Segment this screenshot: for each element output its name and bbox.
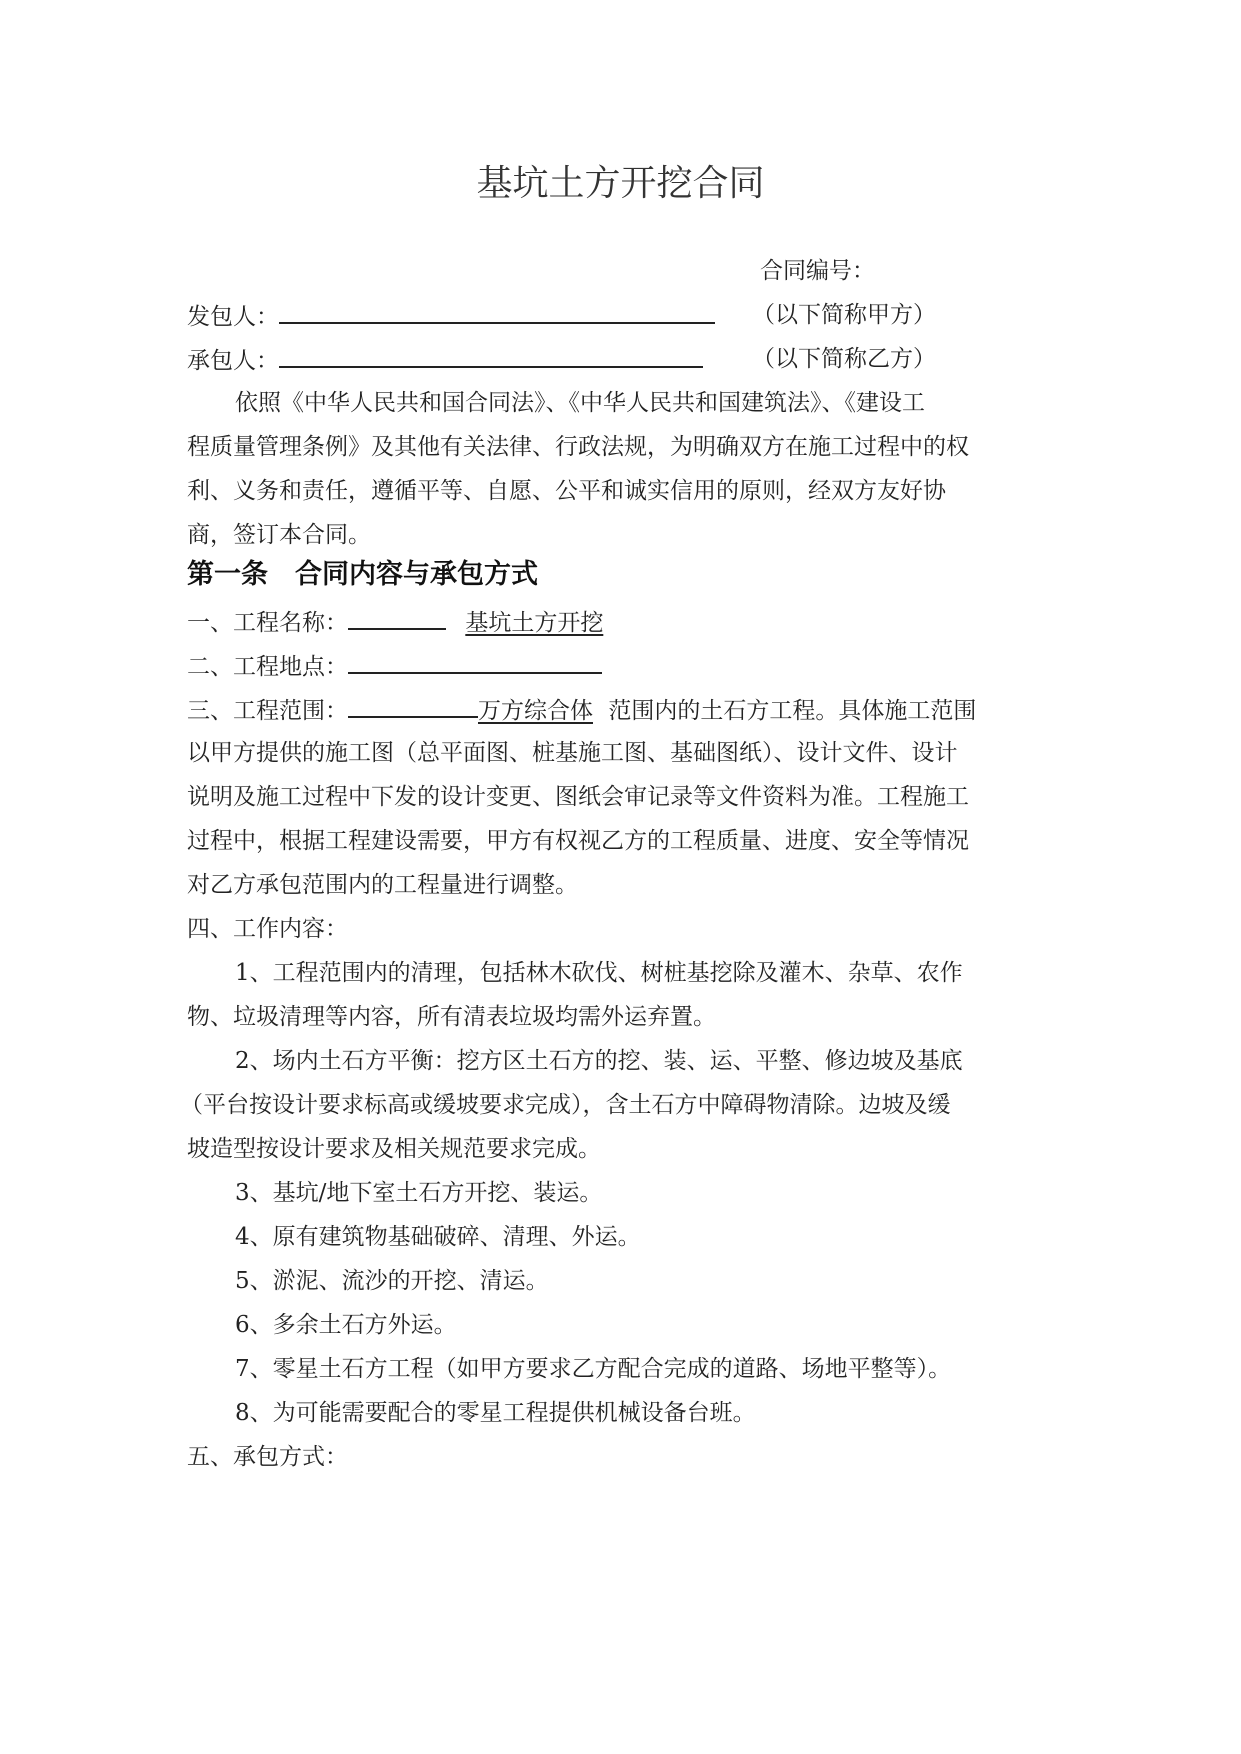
project-location-row: [187, 650, 602, 682]
project-scope-value: 万方综合体: [478, 698, 593, 724]
party-b-note: （以下简称乙方）: [752, 346, 936, 372]
contract-mode-label: 五、承包方式：: [187, 1444, 348, 1470]
work-item: 8、为可能需要配合的零星工程提供机械设备台班。: [235, 1400, 756, 1426]
project-location-blank: [348, 650, 602, 674]
contract-number-label: 合同编号：: [760, 258, 875, 284]
preamble-line: 利、义务和责任，遵循平等、自愿、公平和诚实信用的原则，经双方友好协: [187, 478, 946, 504]
work-item: 1、工程范围内的清理，包括林木砍伐、树桩基挖除及灌木、杂草、农作: [235, 960, 963, 986]
project-scope-row: [187, 694, 976, 726]
party-a-row: [187, 300, 715, 332]
party-b-blank: [279, 344, 703, 368]
article-1-heading: 第一条 合同内容与承包方式: [187, 559, 538, 590]
party-a-note: （以下简称甲方）: [752, 302, 936, 328]
scope-line: 以甲方提供的施工图（总平面图、桩基施工图、基础图纸）、设计文件、设计: [187, 740, 958, 766]
project-scope-label: 三、工程范围：: [187, 698, 348, 724]
work-content-label: 四、工作内容：: [187, 916, 348, 942]
project-name-row: [187, 606, 603, 638]
work-item: 6、多余土石方外运。: [235, 1312, 457, 1338]
work-item: 坡造型按设计要求及相关规范要求完成。: [187, 1136, 601, 1162]
work-item: 4、原有建筑物基础破碎、清理、外运。: [235, 1224, 641, 1250]
party-a-blank: [279, 300, 715, 324]
preamble-line: 程质量管理条例》及其他有关法律、行政法规，为明确双方在施工过程中的权: [187, 434, 969, 460]
work-item: （平台按设计要求标高或缓坡要求完成），含土石方中障碍物清除。边坡及缓: [180, 1092, 951, 1118]
work-item: 5、淤泥、流沙的开挖、清运。: [235, 1268, 549, 1294]
work-item: 物、垃圾清理等内容，所有清表垃圾均需外运弃置。: [187, 1004, 716, 1030]
project-scope-text: 范围内的土石方工程。具体施工范围: [608, 698, 977, 724]
project-name-blank: [348, 606, 446, 630]
scope-line: 说明及施工过程中下发的设计变更、图纸会审记录等文件资料为准。工程施工: [187, 784, 969, 810]
party-b-row: [187, 344, 703, 376]
project-name-label: 一、工程名称：: [187, 610, 348, 636]
project-scope-blank: [348, 694, 478, 718]
work-item: 2、场内土石方平衡：挖方区土石方的挖、装、运、平整、修边坡及基底: [235, 1048, 963, 1074]
party-b-label: 承包人：: [187, 348, 279, 374]
project-name-value: 基坑土方开挖: [465, 610, 604, 636]
work-item: 3、基坑/地下室土石方开挖、装运。: [235, 1180, 603, 1206]
project-location-label: 二、工程地点：: [187, 654, 348, 680]
work-item: 7、零星土石方工程（如甲方要求乙方配合完成的道路、场地平整等）。: [235, 1356, 952, 1382]
preamble-line: 依照《中华人民共和国合同法》、《中华人民共和国建筑法》、《建设工: [235, 390, 925, 416]
scope-line: 过程中，根据工程建设需要，甲方有权视乙方的工程质量、进度、安全等情况: [187, 828, 969, 854]
scope-line: 对乙方承包范围内的工程量进行调整。: [187, 872, 578, 898]
party-a-label: 发包人：: [187, 304, 279, 330]
preamble-line: 商，签订本合同。: [187, 522, 371, 548]
document-title: 基坑土方开挖合同: [476, 163, 765, 204]
